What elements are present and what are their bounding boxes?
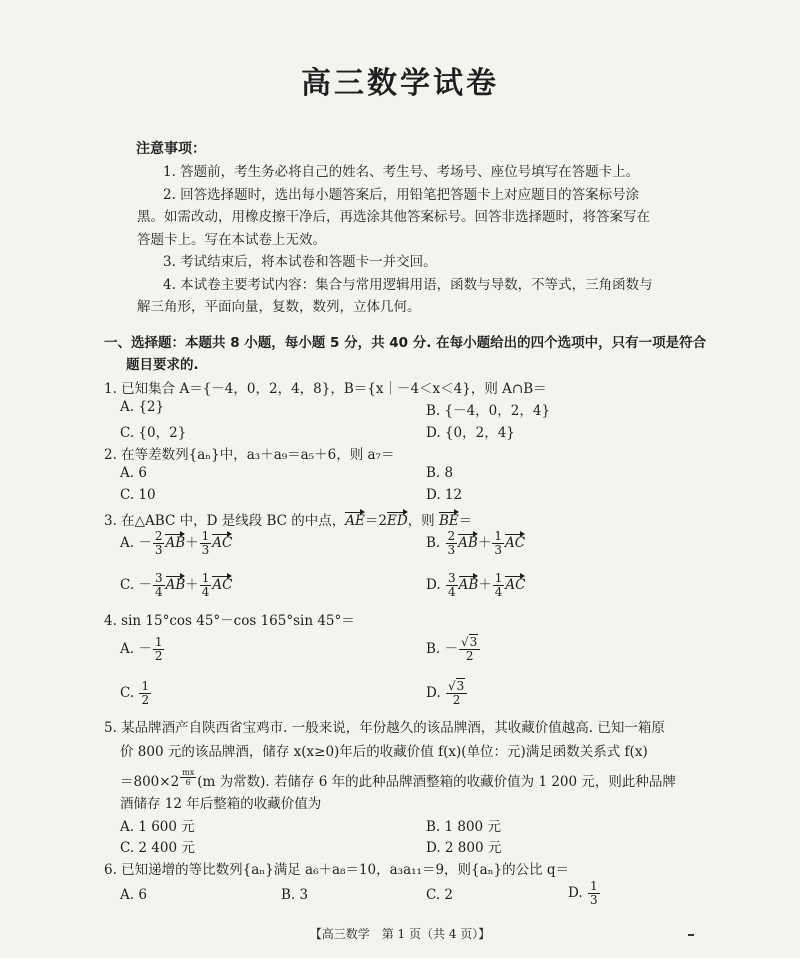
question-5-line: 酒储存 12 年后整箱的收藏价值为	[120, 796, 322, 812]
question-4-stem: 4. sin 15°cos 45°－cos 165°sin 45°＝	[104, 613, 355, 629]
vector-be: BE	[438, 513, 459, 529]
vector-ac: AC	[505, 577, 526, 593]
scan-mark	[688, 934, 694, 936]
q6-option-a: A. 6	[120, 887, 147, 903]
q3-option-d: D. $\frac{3}{4}$ AB＋ $\frac{1}{4}$ AC	[426, 571, 526, 599]
q4-option-a: A. － $\frac{1}{2}$	[120, 635, 163, 663]
question-2-stem: 2. 在等差数列{aₙ}中，a₃＋a₉＝a₅＋6，则 a₇＝	[104, 447, 395, 463]
fraction: $\frac{1}{2}$	[141, 679, 150, 707]
notice-heading: 注意事项：	[136, 141, 206, 157]
vector-ac: AC	[212, 577, 233, 593]
q4-option-d: D. $\frac{√3}{2}$	[426, 680, 468, 707]
vector-ac: AC	[504, 535, 526, 551]
vector-ab: AB	[165, 535, 186, 551]
q3-stem-text: 3. 在△ABC 中，D 是线段 BC 的中点，	[104, 513, 346, 529]
q5-option-d: D. 2 800 元	[426, 840, 502, 856]
fraction: $\frac{1}{2}$	[154, 635, 163, 663]
q3-option-c: C. － $\frac{3}{4}$ AB＋ $\frac{1}{4}$ AC	[120, 571, 233, 599]
vector-ed: ED	[387, 513, 408, 529]
fraction: $\frac{1}{3}$	[494, 529, 502, 557]
fraction: $\frac{√3}{2}$	[459, 636, 480, 663]
fraction: $\frac{3}{4}$	[154, 571, 163, 599]
fraction: $\frac{√3}{2}$	[446, 680, 467, 707]
q3-stem-end: ＝	[458, 513, 473, 529]
sqrt-sign: √3	[447, 679, 465, 693]
q3-option-b: B. $\frac{2}{3}$ AB＋ $\frac{1}{3}$ AC	[426, 529, 526, 557]
vector-ab: AB	[458, 577, 479, 593]
q4-option-c: C. $\frac{1}{2}$	[120, 679, 150, 707]
section-heading: 一、选择题：本题共 8 小题，每小题 5 分，共 40 分. 在每小题给出的四个选项中，只有一项是符合	[104, 335, 707, 351]
fraction: $\frac{2}{3}$	[154, 529, 163, 557]
fraction: $\frac{1}{4}$	[201, 571, 210, 599]
fraction: $\frac{1}{3}$	[589, 879, 598, 907]
q3-option-a: A. － $\frac{2}{3}$ AB＋ $\frac{1}{3}$ AC	[120, 529, 233, 557]
option-label: A. －	[120, 535, 152, 551]
question-1-stem: 1. 已知集合 A＝{－4，0，2，4，8}，B＝{x｜－4＜x＜4}，则 A∩B＝	[104, 381, 547, 397]
question-3-stem	[104, 509, 472, 529]
q4-option-b: B. － $\frac{√3}{2}$	[426, 636, 481, 663]
notice-line: 3. 考试结束后，将本试卷和答题卡一并交回。	[163, 254, 437, 270]
page-footer: 【高三数学 第 1 页（共 4 页）】	[309, 927, 491, 941]
q2-option-c: C. 10	[120, 487, 156, 503]
q1-option-c: C. {0，2}	[120, 425, 187, 441]
question-6-stem: 6. 已知递增的等比数列{aₙ}满足 a₆＋a₈＝10，a₃a₁₁＝9，则{aₙ}的公比 q＝	[104, 862, 570, 878]
q5-option-b: B. 1 800 元	[426, 819, 501, 835]
q3-eq: ＝2	[364, 513, 387, 529]
q2-option-b: B. 8	[426, 465, 454, 481]
fraction: $\frac{1}{3}$	[201, 529, 210, 557]
vector-ab: AB	[165, 577, 186, 593]
fraction: $\frac{2}{3}$	[447, 529, 456, 557]
vector-ab: AB	[458, 535, 478, 551]
q6-option-b: B. 3	[281, 887, 309, 903]
q1-option-b: B. {－4，0，2，4}	[426, 403, 551, 419]
question-5-line: ＝800×2 $^{\frac{mx}{6}}$ (m 为常数). 若储存 6 年的此种品牌酒整箱的收藏价值为 1 200 元，则此种品牌	[120, 768, 676, 790]
notice-line: 黑。如需改动，用橡皮擦干净后，再选涂其他答案标号。回答非选择题时，将答案写在	[137, 209, 650, 225]
notice-line: 2. 回答选择题时，选出每小题答案后，用铅笔把答题卡上对应题目的答案标号涂	[163, 187, 640, 203]
page-title: 高三数学试卷	[301, 66, 499, 101]
section-heading-cont: 题目要求的.	[126, 357, 199, 373]
notice-line: 4. 本试卷主要考试内容：集合与常用逻辑用语，函数与导数，不等式，三角函数与	[163, 277, 653, 293]
option-label: B.	[426, 535, 445, 551]
q2-option-d: D. 12	[426, 487, 463, 503]
q1-option-d: D. {0，2，4}	[426, 425, 515, 441]
q5-option-a: A. 1 600 元	[120, 819, 195, 835]
notice-line: 解三角形，平面向量，复数，数列，立体几何。	[137, 299, 421, 315]
vector-ac: AC	[212, 535, 233, 551]
notice-line: 答题卡上。写在本试卷上无效。	[137, 232, 326, 248]
option-label: C. －	[120, 577, 152, 593]
fraction: $\frac{3}{4}$	[447, 571, 456, 599]
q6-option-c: C. 2	[426, 887, 454, 903]
option-label: D.	[426, 577, 445, 593]
q3-stem-mid: ，则	[407, 513, 439, 529]
notice-line: 1. 答题前，考生务必将自己的姓名、考生号、考场号、座位号填写在答题卡上。	[163, 164, 640, 180]
exponent-fraction: mx 6	[182, 768, 195, 787]
question-5-line: 5. 某品牌酒产自陕西省宝鸡市. 一般来说，年份越久的该品牌酒，其收藏价值越高. 已知一箱原	[104, 720, 665, 736]
q1-option-a: A. {2}	[120, 399, 165, 415]
vector-ae: AE	[345, 513, 365, 529]
fraction: $\frac{1}{4}$	[494, 571, 503, 599]
q6-option-d: D. $\frac{1}{3}$	[568, 879, 598, 907]
sqrt-sign: √3	[461, 635, 478, 649]
question-5-line: 价 800 元的该品牌酒，储存 x(x≥0)年后的收藏价值 f(x)(单位：元)满足函数关系式 f(x)	[120, 744, 648, 760]
q2-option-a: A. 6	[120, 465, 147, 481]
q5-option-c: C. 2 400 元	[120, 840, 195, 856]
